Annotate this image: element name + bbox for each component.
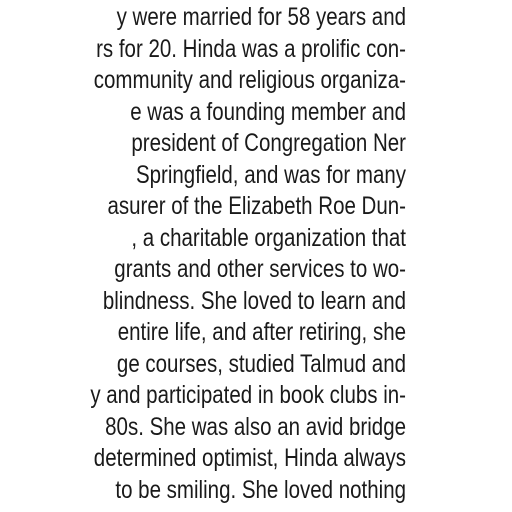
text-line: 80s. She was also an avid bridge (105, 412, 406, 441)
text-line: ge courses, studied Talmud and (116, 349, 406, 378)
text-line: y were married for 58 years and (116, 3, 406, 31)
text-line: asurer of the Elizabeth Roe Dun- (107, 192, 406, 220)
text-line: y and participated in book clubs in- (90, 381, 407, 409)
text-line: , a charitable organization that (131, 223, 406, 252)
obituary-text-column (0, 2, 406, 506)
text-line: rs for 20. Hinda was a prolific con- (96, 34, 406, 63)
text-line: president of Congregation Ner (131, 129, 406, 157)
text-line: entire life, and after retiring, she (117, 318, 406, 346)
text-line: blindness. She loved to learn and (102, 286, 406, 315)
text-line: community and religious organiza- (93, 66, 406, 94)
text-line: determined optimist, Hinda always (93, 444, 406, 472)
text-line: Springfield, and was for many (135, 160, 406, 189)
text-line: grants and other services to wo- (114, 255, 406, 283)
text-line: e was a founding member and (130, 97, 407, 126)
text-line: to be smiling. She loved nothing (115, 475, 406, 504)
